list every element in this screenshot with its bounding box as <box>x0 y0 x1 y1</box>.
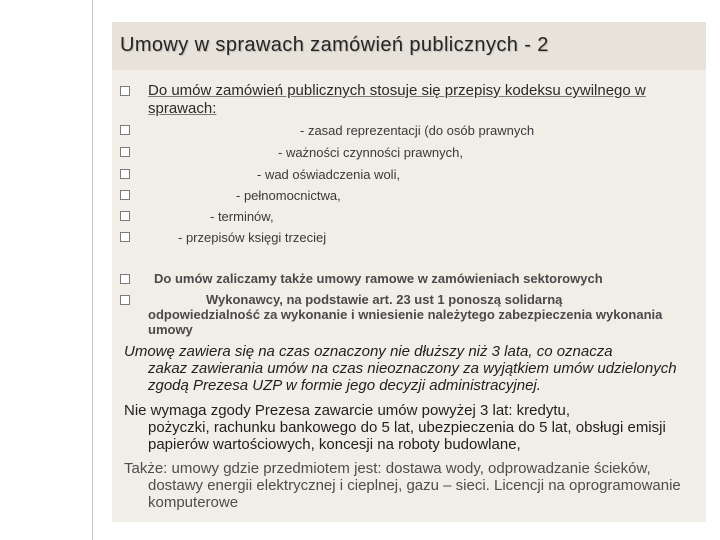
ramowe-text: Do umów zaliczamy także umowy ramowe w zamówieniach sektorowych <box>154 271 603 286</box>
bullet-icon <box>120 274 130 284</box>
paragraph-term <box>124 343 704 394</box>
list-item: - pełnomocnictwa, <box>236 188 341 203</box>
paragraph-line: Nie wymaga zgody Prezesa zawarcie umów powyżej 3 lat: kredytu, <box>124 402 571 419</box>
slide <box>112 22 706 522</box>
bullet-icon <box>120 190 130 200</box>
list-item: - terminów, <box>210 209 274 224</box>
paragraph-continuation: pożyczki, rachunku bankowego do 5 lat, ubezpieczenia do 5 lat, obsługi emisji papierów wartościowych, koncesji na roboty budowlane, <box>148 419 666 453</box>
list-item: - ważności czynności prawnych, <box>278 145 463 160</box>
bullet-icon <box>120 169 130 179</box>
slide-title: Umowy w sprawach zamówień publicznych - 2 <box>120 34 549 56</box>
bullet-icon <box>120 86 130 96</box>
left-divider-line <box>92 0 93 540</box>
list-item: - zasad reprezentacji (do osób prawnych <box>300 123 535 138</box>
intro-text: Do umów zamówień publicznych stosuje się przepisy kodeksu cywilnego w sprawach: <box>148 82 646 117</box>
paragraph-line: Także: umowy gdzie przedmiotem jest: dostawa wody, odprowadzanie ścieków, <box>124 460 651 477</box>
bullet-icon <box>120 211 130 221</box>
paragraph-continuation: zakaz zawierania umów na czas nieoznaczony za wyjątkiem umów udzielonych zgodą Prezesa UZP w formie jego decyzji administracyjnej. <box>148 360 677 394</box>
bullet-icon <box>120 232 130 242</box>
paragraph-exceptions <box>124 402 704 453</box>
list-item: - przepisów księgi trzeciej <box>178 230 327 245</box>
bullet-icon <box>120 147 130 157</box>
paragraph-continuation: dostawy energii elektrycznej i cieplnej, gazu – sieci. Licencji na oprogramowanie komputerowe <box>148 477 681 511</box>
paragraph-line: Umowę zawiera się na czas oznaczony nie dłuższy niż 3 lata, co oznacza <box>124 343 613 360</box>
bullet-icon <box>120 295 130 305</box>
list-item: - wad oświadczenia woli, <box>257 167 401 182</box>
paragraph-also <box>124 460 704 511</box>
title-bar <box>112 22 706 70</box>
bullet-icon <box>120 125 130 135</box>
wykonawcy-text: Wykonawcy, na podstawie art. 23 ust 1 ponoszą solidarną odpowiedzialność za wykonanie i wniesienie należytego zabezpieczenia wykonania umowy <box>148 292 663 337</box>
